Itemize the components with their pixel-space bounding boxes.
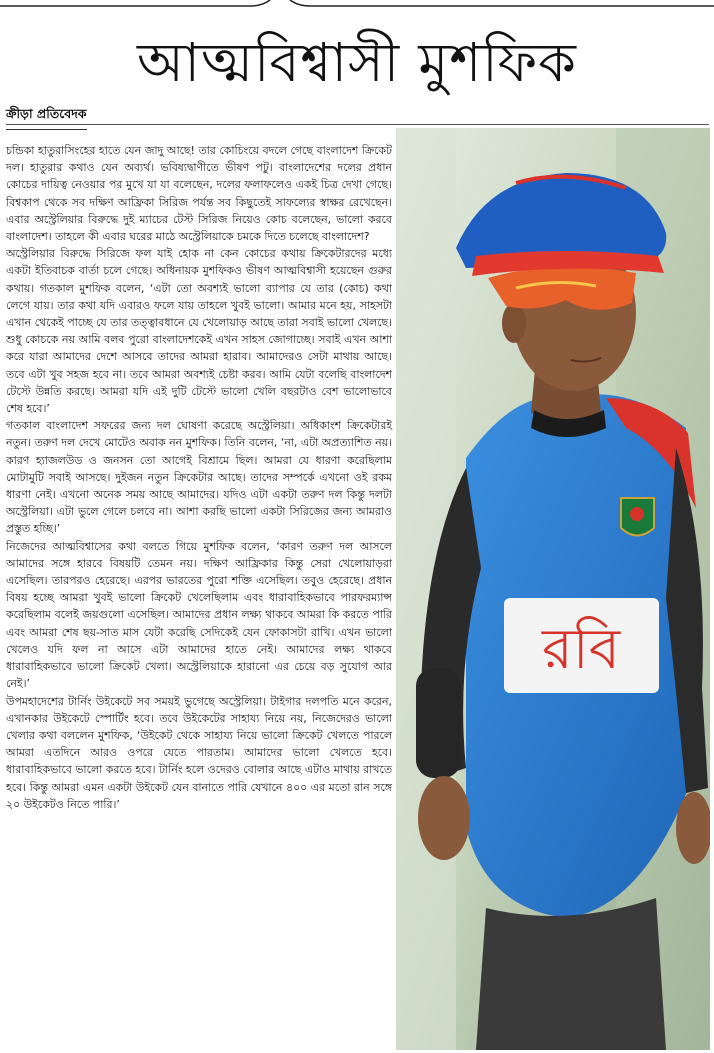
article-paragraph: অস্ট্রেলিয়ার বিরুদ্ধে সিরিজে ফল যাই হোক না কেন কোচের কথায় ক্রিকেটারদের মধ্যে একটা ইতিবাচক বার্তা চলে গেছে। অধিনায়ক মুশফিকও ভীষণ আত্মবিশ্বাসী হয়েছেন গুরুর কথায়। গতকাল মুশফিক বলেন, ‘এটা তো অবশ্যই ভালো ব্যাপার যে তার (কোচ) কথা লেগে যায়। তার কথা যদি এবারও ফলে যায় তাহলে খুবই ভালো। আমার মনে হয়, সাহসটা এখান থেকেই পাচ্ছে যে তার তত্ত্বাবধানে যে খেলোয়াড় আছে তারা সবাই ভালো খেলছে। শুধু কোচকে নয় আমি বলব পুরো বাংলাদেশকেই এখন সাহস জোগাচ্ছে। সবাই এখন আশা করে যারা আমাদের দেশে আসবে তাদের আমরা হারাব। আমাদেরও সেটা মাথায় আছে। তবে এটা খুব সহজ হবে না। তবে আমরা অবশ্যই চেষ্টা করব। আমি যেটা বলেছি বাংলাদেশ টেস্টে উন্নতি করছে। আমরা যদি এই দুটি টেস্টে ভালো খেলি বছরটাও বেশ ভালোভাবে শেষ হবে।’ [6,247,392,416]
top-border-decoration [0,0,714,14]
article-paragraph: গতকাল বাংলাদেশ সফরের জন্য দল ঘোষণা করেছে অস্ট্রেলিয়া। অধিকাংশ ক্রিকেটারই নতুন। তরুণ দল দেখে মোটেও অবাক নন মুশফিক। তিনি বলেন, ‘না, এটা অপ্রত্যাশিত নয়। কারণ হ্যাজলউড ও জনসন তো আগেই বিশ্রামে ছিল। আমরা যে ধারণা করেছিলাম মোটামুটি সবাই আসছে। দুইজন নতুন ক্রিকেটার আছে। তাদের সম্পর্কে এখনো ওই রকম ধারণা নেই। এখনো অনেক সময় আছে আমাদের। যদিও এটা একটা তরুণ দল কিন্তু দলটা অস্ট্রেলিয়া। এটা ভুলে গেলে চলবে না। আশা করছি ভালো একটা সিরিজের জন্য আমরাও প্রস্তুত হচ্ছি।’ [6,419,392,536]
article-paragraph: চন্ডিকা হাতুরাসিংহের হাতে যেন জাদু আছে! তার কোচিংয়ে বদলে গেছে বাংলাদেশ ক্রিকেট দল। হাতুরার কথাও যেন অব্যর্থ। ভবিষ্যদ্বাণীতে ভীষণ পটু। বাংলাদেশের দলের প্রধান কোচের দায়িত্ব নেওয়ার পর মুখে যা যা বলেছেন, দলের ফলাফলেও একই চিত্র দেখা গেছে। বিশ্বকাপ থেকে সব দক্ষিণ আফ্রিকা সিরিজ পর্যন্ত সব কিছুতেই সাফল্যের স্বাক্ষর রেখেছেন। এবার অস্ট্রেলিয়ার বিরুদ্ধে দুই ম্যাচের টেস্ট সিরিজ নিয়েও কোচ বলেছেন, ভালো করবে বাংলাদেশ। তাহলে কী এবার ঘরের মাঠে অস্ট্রেলিয়াকে চমকে দিতে চলেছে বাংলাদেশ? [6,144,392,244]
headline: আত্মবিশ্বাসী মুশফিক [137,31,577,94]
jersey-logo-text: রবি [542,617,620,682]
article-paragraph: উপমহাদেশের টার্নিং উইকেটে সব সময়ই ভুগেছে অস্ট্রেলিয়া। টাইগার দলপতি মনে করেন, এখানকার উইকেটে স্পোর্টিং হবে। তবে উইকেটের সাহায্য নিয়ে নয়, নিজেদেরও ভালো খেলার কথা বললেন মুশফিক, ‘উইকেট থেকে সাহায্য নিয়ে ভালো ক্রিকেট খেলতে পারলে আমরা এতদিনে আরও ওপরে যেতে পারতাম। আমাদের ভালো খেলতে হবে। ধারাবাহিকভাবে ভালো করতে হবে। টার্নিং হলে ওদেরও বোলার আছে এটাও মাথায় রাখতে হবে। কিন্তু আমরা এমন একটা উইকেট যেন বানাতে পারি যেখানে ৪০০ এর মতো রান সঙ্গে ২০ উইকেটও নিতে পারি।’ [6,694,392,811]
article-paragraph: নিজেদের আত্মবিশ্বাসের কথা বলতে গিয়ে মুশফিক বলেন, ‘কারণ তরুণ দল আসলে আমাদের সঙ্গে হারবে বিষয়টি তেমন নয়। দক্ষিণ আফ্রিকার কিন্তু সেরা খেলোয়াড়রা এসেছিল। তারপরও হেরেছে। এরপর ভারতের পুরো শক্তি এসেছিল। তবুও হেরেছে। প্রধান বিষয় হচ্ছে আমরা খুবই ভালো ক্রিকেট খেলেছিলাম এবং ধারাবাহিকভাবে পারফরম্যান্স করেছিলাম বলেই জয়গুলো এসেছিল। আমাদের প্রধান লক্ষ্য থাকবে আমরা কি করতে পারি এবং আমরা শেষ ছয়-সাত মাস যেটা করেছি সেদিকেই যেন ফোকাসটা রাখি। এখন ভালো খেলেও যদি ফল না আসে এটা আমাদের হাতে নেই। আমাদের লক্ষ্য থাকবে ধারাবাহিকভাবে ভালো ক্রিকেট খেলা। অস্ট্রেলিয়াকে হারানো এর চেয়ে বড় সুযোগ আর নেই।’ [6,539,392,691]
byline-divider [6,124,709,125]
player-photo [396,128,710,1050]
article-body [6,142,392,813]
byline: ক্রীড়া প্রতিবেদক [6,106,87,130]
